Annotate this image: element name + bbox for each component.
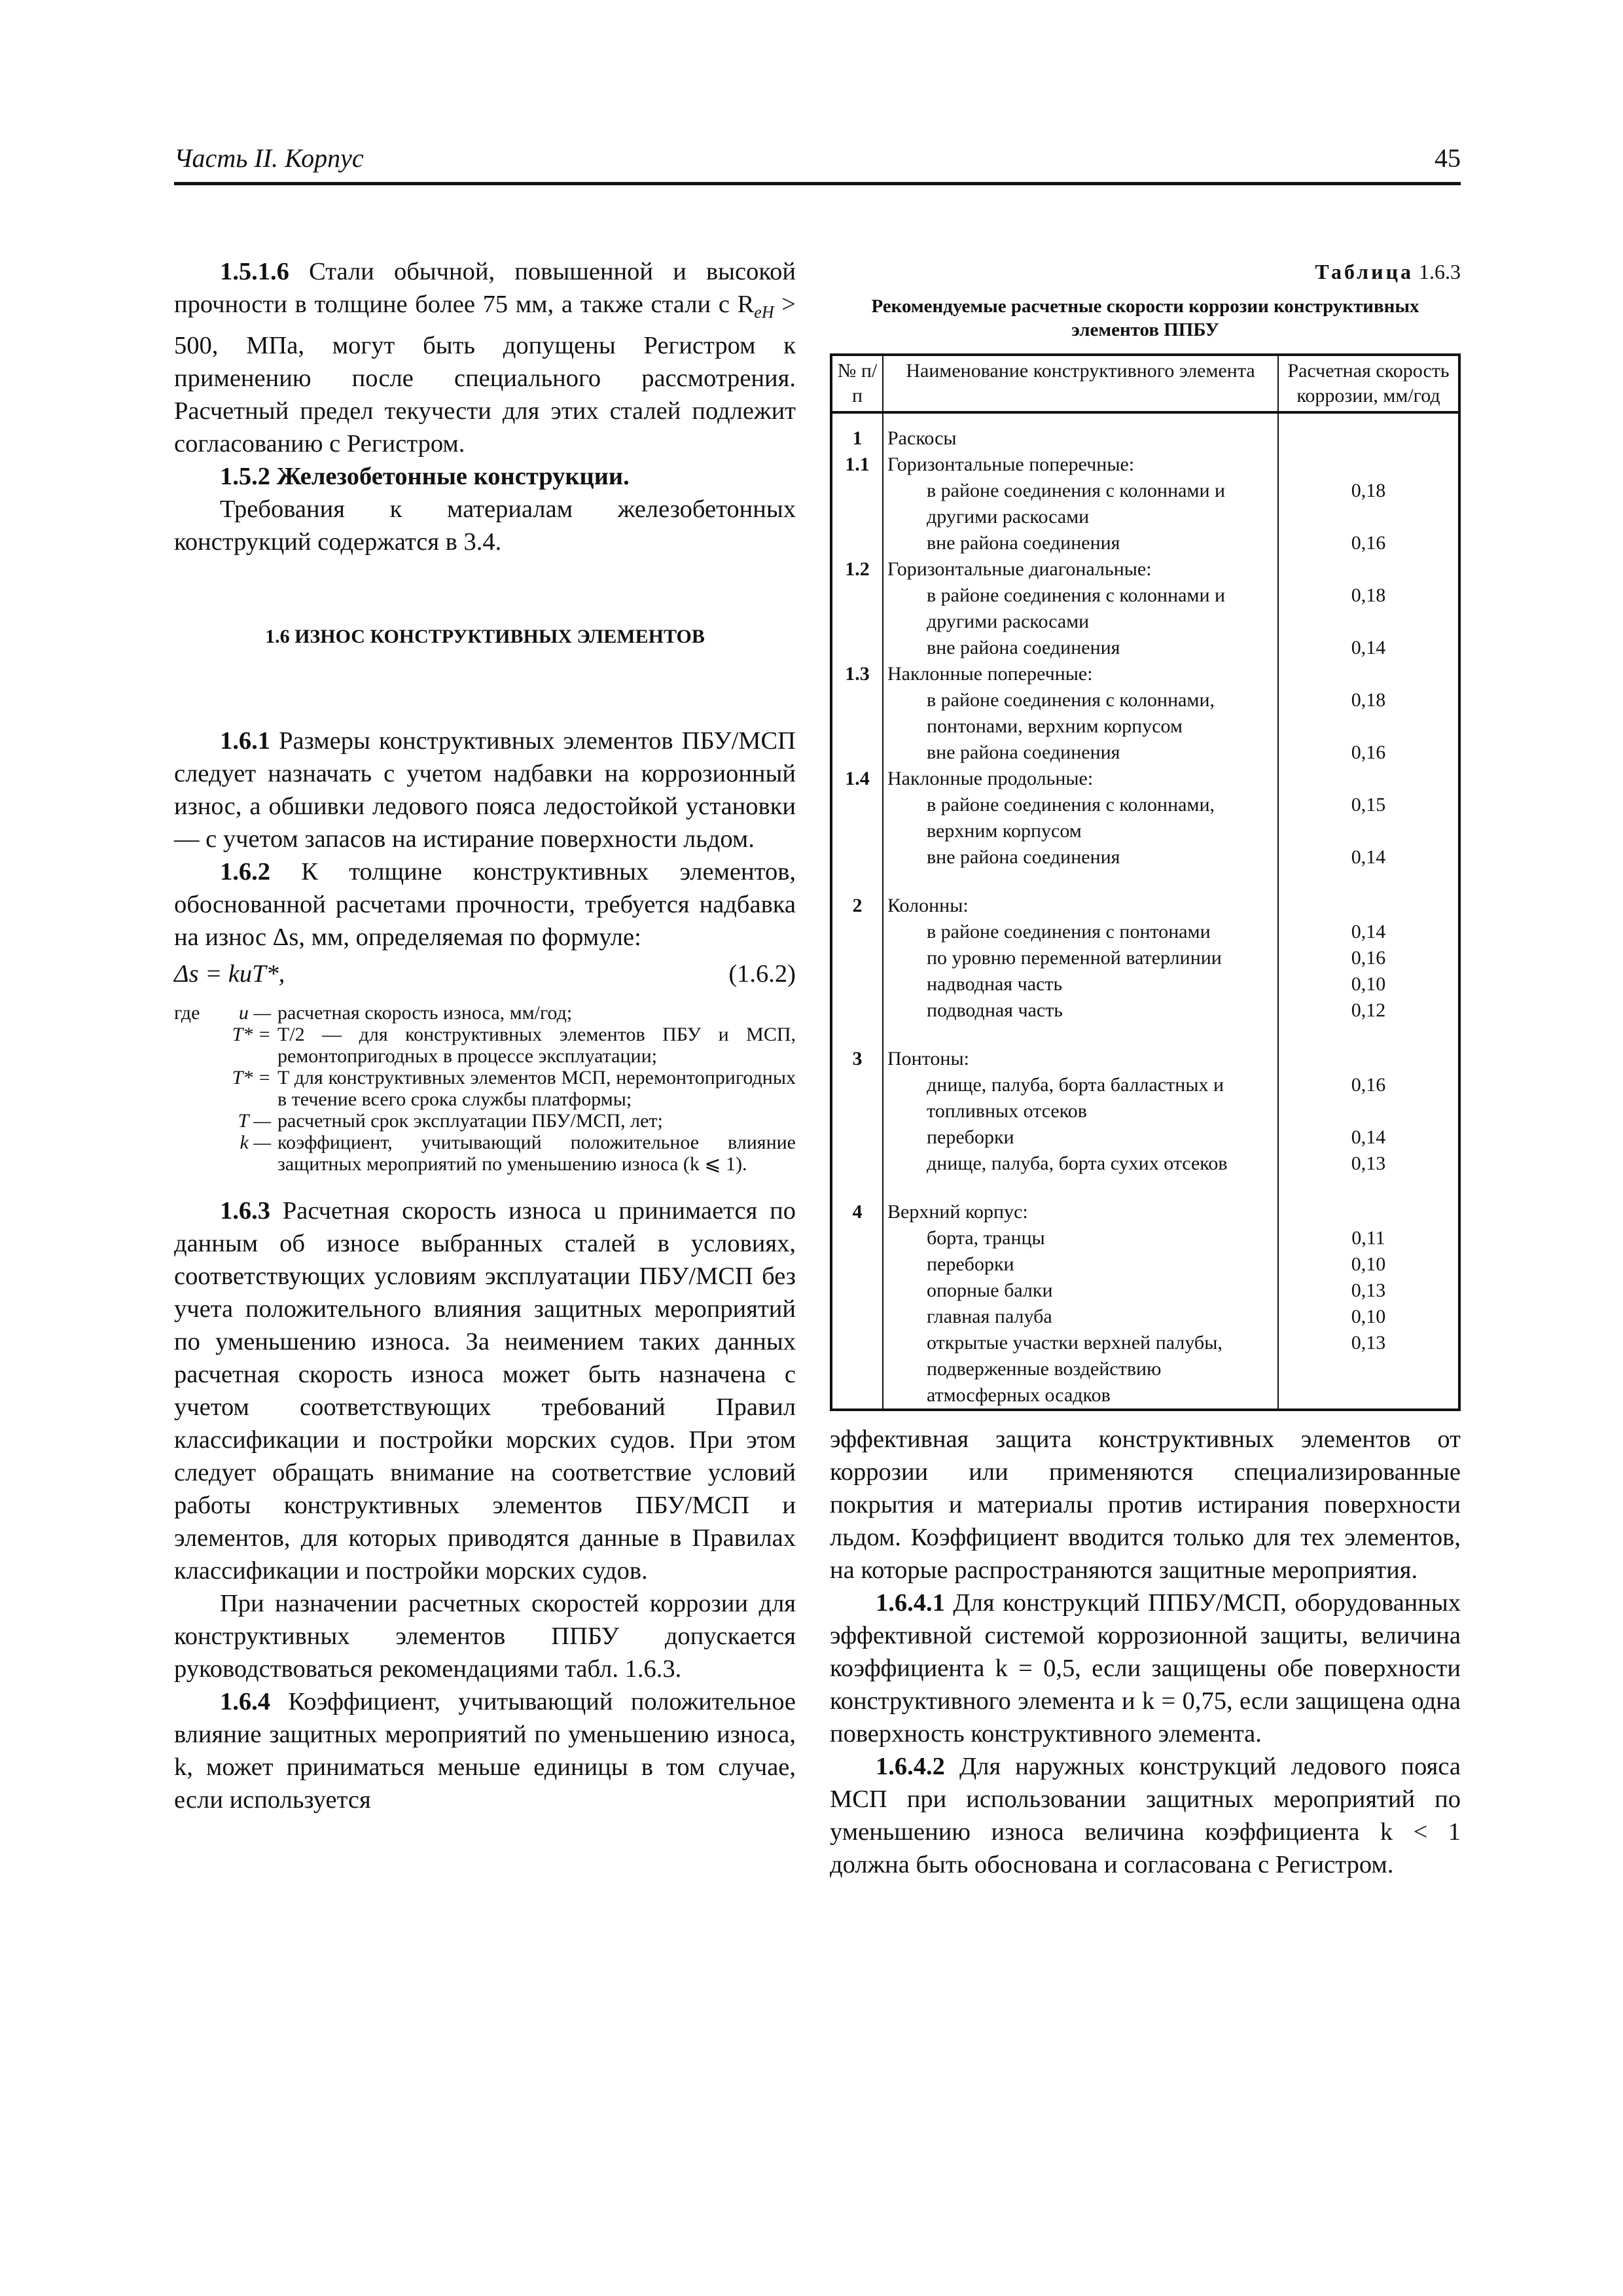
- corrosion-rate: 0,15: [1278, 792, 1459, 844]
- table-row: [831, 971, 1459, 997]
- table-row: [831, 687, 1459, 740]
- running-title: Часть II. Корпус: [174, 143, 364, 173]
- element-name: в районе соединения с колоннами и другими раскосами: [883, 583, 1278, 635]
- row-number: 4: [831, 1199, 883, 1225]
- formula: [174, 958, 796, 990]
- table-row: [831, 1251, 1459, 1278]
- element-name: [883, 1024, 1278, 1046]
- table-row: [831, 792, 1459, 844]
- paragraph-text: Для наружных конструкций ледового пояса МСП при использовании защитных мероприятий по уменьшению износа величина коэффициента k < 1 должна быть обоснована и согласована с Регистром.: [830, 1753, 1461, 1878]
- element-name: Наклонные поперечные:: [883, 661, 1278, 687]
- paragraph-text: > 500, МПа, могут быть допущены Регистром к применению после специального рассмотрения. Расчетный предел текучести для этих сталей подлежит согласованию с Регистром.: [174, 291, 796, 457]
- paragraph-1-6-4-continued: эффективная защита конструктивных элементов от коррозии или применяются специализированные покрытия и материалы против истирания поверхности льдом. Коэффициент вводится только для тех элементов, на которые распространяются защитные мероприятия.: [830, 1426, 1461, 1584]
- row-number: [831, 1072, 883, 1124]
- element-name: подводная часть: [883, 997, 1278, 1024]
- table-title: Рекомендуемые расчетные скорости коррозии конструктивных элементов ППБУ: [871, 296, 1419, 340]
- table-row: [831, 556, 1459, 583]
- table-row: [831, 661, 1459, 687]
- legend-lead: [174, 1024, 207, 1067]
- element-name: по уровню переменной ватерлинии: [883, 945, 1278, 971]
- table-row: [831, 635, 1459, 661]
- formula-expression: Δs = kuT*,: [174, 960, 285, 988]
- column-header: Наименование конструктивного элемента: [883, 355, 1278, 412]
- legend-row: [174, 1110, 796, 1132]
- legend-symbol: u —: [238, 1001, 271, 1024]
- paragraph-1-6-4: [174, 1685, 796, 1816]
- column-header: Расчетная скорость коррозии, мм/год: [1278, 355, 1459, 412]
- legend-description: коэффициент, учитывающий положительное влияние защитных мероприятий по уменьшению износа (k ⩽ 1).: [277, 1131, 796, 1175]
- corrosion-rate: 0,13: [1278, 1151, 1459, 1177]
- row-number: [831, 945, 883, 971]
- row-number: 1.1: [831, 452, 883, 478]
- table-row: [831, 870, 1459, 893]
- corrosion-rate: 0,11: [1278, 1225, 1459, 1251]
- corrosion-rate: 0,13: [1278, 1330, 1459, 1410]
- corrosion-rate: 0,13: [1278, 1278, 1459, 1304]
- right-column: [830, 255, 1461, 1881]
- clause-number: 1.6.4.2: [876, 1753, 945, 1780]
- table-caption-number: 1.6.3: [1419, 260, 1461, 283]
- table-row: [831, 1024, 1459, 1046]
- table-row: [831, 919, 1459, 945]
- row-number: 1.4: [831, 766, 883, 792]
- corrosion-rate: [1278, 1199, 1459, 1225]
- row-number: [831, 478, 883, 530]
- element-name: вне района соединения: [883, 530, 1278, 556]
- element-name: Понтоны:: [883, 1046, 1278, 1072]
- paragraph-text: Для конструкций ППБУ/МСП, оборудованных эффективной системой коррозионной защиты, величина коэффициента k = 0,5, если защищены обе поверхности конструктивного элемента и k = 0,75, если защищена одна поверхность конструктивного элемента.: [830, 1589, 1461, 1748]
- corrosion-rate: 0,16: [1278, 740, 1459, 766]
- legend-symbol: T* =: [232, 1023, 271, 1045]
- corrosion-rate: 0,18: [1278, 583, 1459, 635]
- table-row: [831, 452, 1459, 478]
- page-number: 45: [1435, 143, 1461, 173]
- element-name: переборки: [883, 1124, 1278, 1151]
- corrosion-rate: [1278, 661, 1459, 687]
- row-number: [831, 1304, 883, 1330]
- element-name: вне района соединения: [883, 844, 1278, 870]
- row-number: [831, 583, 883, 635]
- corrosion-rate: 0,10: [1278, 1251, 1459, 1278]
- clause-number: 1.6.4: [220, 1687, 270, 1715]
- paragraph-1-6-3: [174, 1194, 796, 1587]
- element-name: [883, 1177, 1278, 1199]
- table-row: [831, 412, 1459, 452]
- table-row: [831, 893, 1459, 919]
- element-name: в районе соединения с колоннами и другими раскосами: [883, 478, 1278, 530]
- table-row: [831, 1151, 1459, 1177]
- legend-description: T для конструктивных элементов МСП, неремонтопригодных в течение всего срока службы платформы;: [277, 1066, 796, 1110]
- paragraph-text: Размеры конструктивных элементов ПБУ/МСП следует назначать с учетом надбавки на коррозионный износ, а обшивки ледового пояса ледостойкой установки — с учетом запасов на истирание поверхности льдом.: [174, 726, 796, 853]
- table-row: [831, 766, 1459, 792]
- row-number: [831, 1251, 883, 1278]
- corrosion-rate: 0,12: [1278, 997, 1459, 1024]
- element-name: надводная часть: [883, 971, 1278, 997]
- corrosion-rate: [1278, 412, 1459, 452]
- corrosion-rate: [1278, 870, 1459, 893]
- legend-description: T/2 — для конструктивных элементов ПБУ и МСП, ремонтопригодных в процессе эксплуатации;: [277, 1023, 796, 1067]
- page-header: [174, 143, 1461, 185]
- paragraph-1-6-2: [174, 855, 796, 954]
- element-name: Наклонные продольные:: [883, 766, 1278, 792]
- corrosion-rate: 0,10: [1278, 971, 1459, 997]
- row-number: [831, 997, 883, 1024]
- element-name: днище, палуба, борта балластных и топливных отсеков: [883, 1072, 1278, 1124]
- element-name: в районе соединения с колоннами, понтонами, верхним корпусом: [883, 687, 1278, 740]
- row-number: [831, 530, 883, 556]
- row-number: [831, 1124, 883, 1151]
- corrosion-rate: 0,18: [1278, 478, 1459, 530]
- clause-number: 1.6.1: [220, 726, 270, 755]
- legend-symbol: k —: [240, 1131, 271, 1153]
- corrosion-rate-table: [830, 353, 1461, 1411]
- table-caption-word: Таблица: [1315, 260, 1414, 283]
- element-name: в районе соединения с понтонами: [883, 919, 1278, 945]
- table-row: [831, 1225, 1459, 1251]
- row-number: [831, 740, 883, 766]
- row-number: [831, 844, 883, 870]
- paragraph-1-6-1: [174, 725, 796, 855]
- element-name: опорные балки: [883, 1278, 1278, 1304]
- corrosion-rate: 0,10: [1278, 1304, 1459, 1330]
- element-name: вне района соединения: [883, 740, 1278, 766]
- corrosion-rate: [1278, 1177, 1459, 1199]
- corrosion-rate: [1278, 1046, 1459, 1072]
- table-row: [831, 1072, 1459, 1124]
- element-name: открытые участки верхней палубы, подверженные воздействию атмосферных осадков: [883, 1330, 1278, 1410]
- table-row: [831, 478, 1459, 530]
- formula-legend: [174, 1002, 796, 1175]
- table-caption: [830, 255, 1461, 288]
- element-name: борта, транцы: [883, 1225, 1278, 1251]
- row-number: [831, 1278, 883, 1304]
- row-number: [831, 687, 883, 740]
- corrosion-rate: [1278, 556, 1459, 583]
- legend-row: [174, 1024, 796, 1067]
- row-number: [831, 971, 883, 997]
- corrosion-rate: 0,14: [1278, 635, 1459, 661]
- column-header: № п/п: [831, 355, 883, 412]
- legend-row: [174, 1132, 796, 1175]
- element-name: в районе соединения с колоннами, верхним корпусом: [883, 792, 1278, 844]
- corrosion-rate: [1278, 893, 1459, 919]
- legend-lead: где: [174, 1001, 200, 1024]
- corrosion-rate: [1278, 452, 1459, 478]
- row-number: [831, 1024, 883, 1046]
- table-row: [831, 945, 1459, 971]
- row-number: [831, 635, 883, 661]
- legend-symbol: T —: [238, 1109, 271, 1132]
- corrosion-rate: 0,16: [1278, 945, 1459, 971]
- row-number: 1.3: [831, 661, 883, 687]
- table-row: [831, 530, 1459, 556]
- row-number: [831, 1330, 883, 1410]
- legend-lead: [174, 1067, 207, 1110]
- legend-description: расчетный срок эксплуатации ПБУ/МСП, лет;: [277, 1109, 663, 1132]
- table-row: [831, 1046, 1459, 1072]
- corrosion-rate: 0,18: [1278, 687, 1459, 740]
- table-row: [831, 1177, 1459, 1199]
- element-name: переборки: [883, 1251, 1278, 1278]
- element-name: Верхний корпус:: [883, 1199, 1278, 1225]
- element-name: Горизонтальные поперечные:: [883, 452, 1278, 478]
- legend-symbol: T* =: [232, 1066, 271, 1088]
- element-name: Горизонтальные диагональные:: [883, 556, 1278, 583]
- table-row: [831, 740, 1459, 766]
- element-name: вне района соединения: [883, 635, 1278, 661]
- row-number: 2: [831, 893, 883, 919]
- clause-number: 1.6.2: [220, 857, 270, 886]
- section-title: 1.6 ИЗНОС КОНСТРУКТИВНЫХ ЭЛЕМЕНТОВ: [265, 625, 705, 647]
- table-row: [831, 1278, 1459, 1304]
- subscript: eH: [754, 302, 774, 322]
- paragraph-1-6-3-b: При назначении расчетных скоростей коррозии для конструктивных элементов ППБУ допускается руководствоваться рекомендациями табл. 1.6.3.: [174, 1589, 796, 1683]
- paragraph-text: Коэффициент, учитывающий положительное влияние защитных мероприятий по уменьшению износа, k, может приниматься меньше единицы в том случае, если используется: [174, 1687, 796, 1814]
- legend-row: [174, 1002, 796, 1024]
- paragraph-text: К толщине конструктивных элементов, обоснованной расчетами прочности, требуется надбавка на износ Δs, мм, определяемая по формуле:: [174, 857, 796, 951]
- row-number: 3: [831, 1046, 883, 1072]
- element-name: Колонны:: [883, 893, 1278, 919]
- row-number: [831, 1177, 883, 1199]
- clause-number: 1.6.4.1: [876, 1589, 945, 1617]
- row-number: 1.2: [831, 556, 883, 583]
- table-row: [831, 1199, 1459, 1225]
- row-number: 1: [831, 412, 883, 452]
- table-row: [831, 844, 1459, 870]
- element-name: [883, 870, 1278, 893]
- formula-number: (1.6.2): [728, 960, 796, 988]
- legend-lead: [174, 1110, 207, 1132]
- table-row: [831, 1330, 1459, 1410]
- element-name: главная палуба: [883, 1304, 1278, 1330]
- corrosion-rate: 0,14: [1278, 919, 1459, 945]
- clause-number: 1.5.1.6: [220, 258, 289, 285]
- legend-lead: [174, 1132, 207, 1175]
- table-row: [831, 1304, 1459, 1330]
- corrosion-rate: 0,14: [1278, 844, 1459, 870]
- corrosion-rate: [1278, 1024, 1459, 1046]
- corrosion-rate: 0,16: [1278, 1072, 1459, 1124]
- clause-number: 1.6.3: [220, 1196, 270, 1225]
- paragraph-text: Стали обычной, повышенной и высокой прочности в толщине более 75 мм, а также стали с R: [174, 258, 796, 318]
- corrosion-rate: [1278, 766, 1459, 792]
- table-row: [831, 997, 1459, 1024]
- paragraph-1-5-2: Требования к материалам железобетонных конструкций содержатся в 3.4.: [174, 495, 796, 556]
- row-number: [831, 792, 883, 844]
- table-row: [831, 1124, 1459, 1151]
- paragraph-1-6-4-2: [830, 1750, 1461, 1881]
- row-number: [831, 1151, 883, 1177]
- row-number: [831, 1225, 883, 1251]
- left-column: [174, 255, 796, 1816]
- row-number: [831, 919, 883, 945]
- paragraph-1-5-1-6: [174, 255, 796, 460]
- heading-1-5-2: [174, 460, 796, 493]
- clause-heading: 1.5.2 Железобетонные конструкции.: [220, 462, 630, 490]
- paragraph-text: Расчетная скорость износа u принимается по данным об износе выбранных сталей в условиях, соответствующих условиям эксплуатации ПБУ/МСП без учета положительного влияния защитных мероприятий по уменьшению износа. За неимением таких данных расчетная скорость износа может быть назначена с учетом соответствующих требований Правил классификации и постройки морских судов. При этом следует обращать внимание на соответствие условий работы конструктивных элементов ПБУ/МСП и элементов, для которых приводятся данные в Правилах классификации и постройки морских судов.: [174, 1196, 796, 1585]
- corrosion-rate: 0,16: [1278, 530, 1459, 556]
- element-name: днище, палуба, борта сухих отсеков: [883, 1151, 1278, 1177]
- corrosion-rate: 0,14: [1278, 1124, 1459, 1151]
- table-row: [831, 583, 1459, 635]
- legend-row: [174, 1067, 796, 1110]
- legend-description: расчетная скорость износа, мм/год;: [277, 1001, 573, 1024]
- row-number: [831, 870, 883, 893]
- element-name: Раскосы: [883, 412, 1278, 452]
- paragraph-1-6-4-1: [830, 1587, 1461, 1750]
